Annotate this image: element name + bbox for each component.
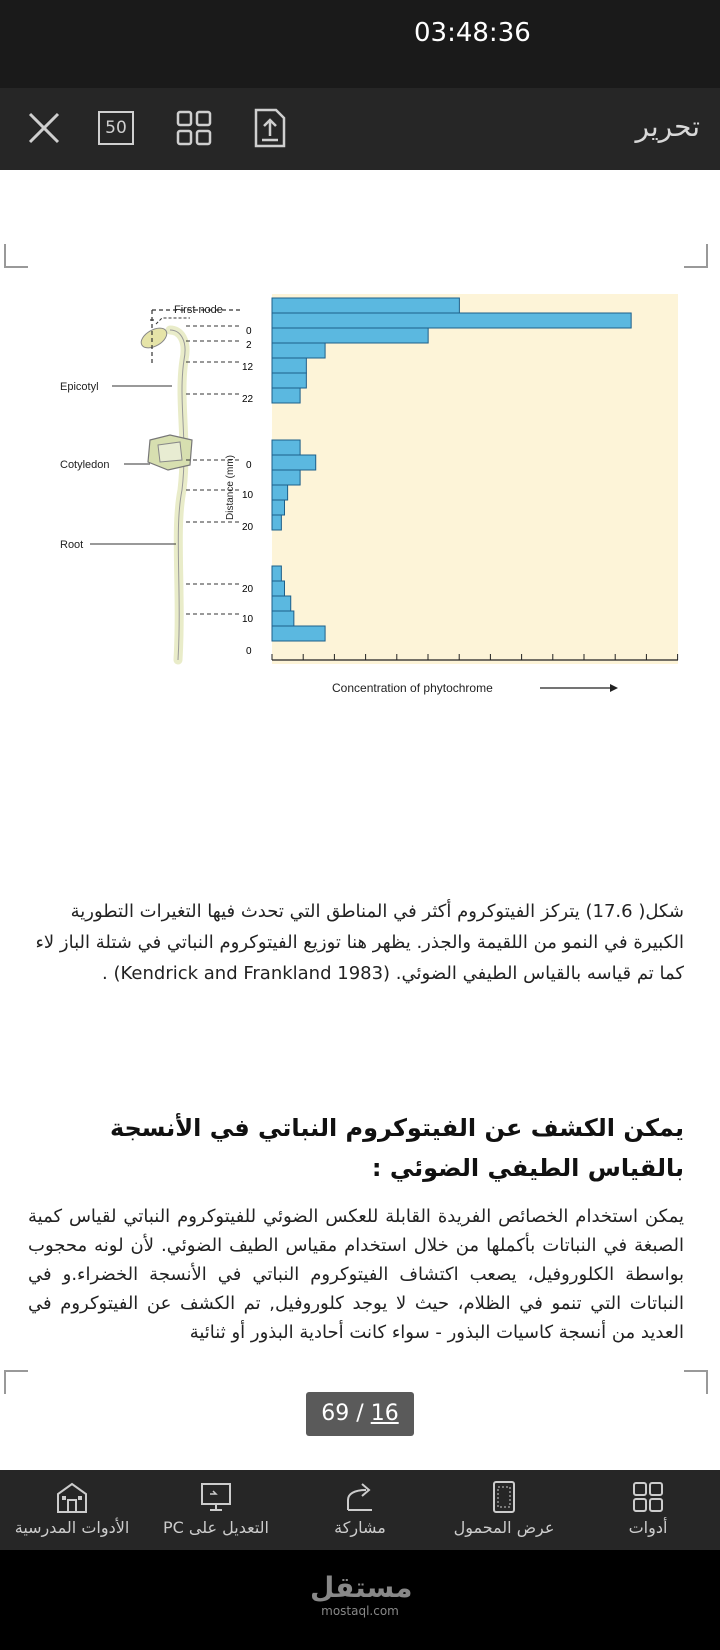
bottom-toolbar: [0, 1470, 720, 1550]
tick-label: 20: [242, 522, 254, 533]
tick-label: 20: [242, 584, 254, 595]
tick-label: 0: [246, 646, 252, 657]
tick-label: 12: [242, 362, 254, 373]
cotyledon-label: Cotyledon: [60, 459, 110, 471]
epicotyl-label: Epicotyl: [60, 381, 99, 393]
edit-on-pc-label: التعديل على PC: [162, 1518, 269, 1537]
monitor-icon: [198, 1480, 234, 1514]
zoom-badge-icon[interactable]: 50: [98, 111, 134, 145]
page-corner-mark: [4, 244, 28, 268]
chart-bar: [272, 485, 288, 500]
tick-label: 0: [246, 326, 252, 337]
chart-bar: [272, 343, 325, 358]
chart-bar: [272, 515, 281, 530]
close-icon[interactable]: [22, 106, 66, 150]
watermark-en: mostaql.com: [321, 1604, 399, 1618]
watermark-logo: [310, 1571, 413, 1618]
export-icon[interactable]: [248, 106, 292, 150]
page-indicator[interactable]: [306, 1392, 414, 1436]
school-tools-label: الأدوات المدرسية: [14, 1518, 130, 1537]
grid-view-icon[interactable]: [172, 106, 216, 150]
mobile-view-button[interactable]: [434, 1480, 574, 1537]
page-corner-mark: [4, 1370, 28, 1394]
tick-label: 0: [246, 460, 252, 471]
tools-icon: [630, 1480, 666, 1514]
total-pages: 69: [321, 1401, 350, 1426]
chart-bar: [272, 373, 306, 388]
first-node-label: First node: [174, 304, 223, 316]
chart-bar: [272, 500, 284, 515]
tick-label: 22: [242, 394, 254, 405]
chart-bar: [272, 328, 428, 343]
chart-bar: [272, 440, 300, 455]
tick-label: 2: [246, 340, 252, 351]
root-label: Root: [60, 539, 84, 551]
chart-bar: [272, 388, 300, 403]
school-tools-button[interactable]: [2, 1480, 142, 1537]
y-axis-label: Distance (mm): [225, 454, 236, 520]
share-label: مشاركة: [334, 1518, 386, 1537]
x-axis-label: Concentration of phytochrome: [332, 681, 493, 695]
body-paragraph: يمكن استخدام الخصائص الفريدة القابلة للعكس الضوئي للفيتوكروم النباتي لقياس كمية الصبغة في النباتات بأكملها من خلال استخدام مقياس الطيف الضوئي. لأن لونه محجوب بواسطة الكلوروفيل، يصعب اكتشاف الفيتوكروم النباتي في الأنسجة الخضراء.و في النباتات التي تنمو في الظلام، حيث لا يوجد كلوروفيل, تم الكشف عن الفيتوكروم في العديد من أنسجة كاسيات البذور - سواء كانت أحادية البذور أو ثنائية: [28, 1206, 684, 1343]
chart-bar: [272, 313, 631, 328]
mobile-view-icon: [486, 1480, 522, 1514]
watermark-ar: مستقل: [310, 1571, 413, 1604]
chart-background: [272, 294, 678, 664]
tools-button[interactable]: [578, 1480, 718, 1537]
page-corner-mark: [684, 244, 708, 268]
chart-bar: [272, 470, 300, 485]
top-toolbar: [0, 88, 720, 170]
chart-bar: [272, 611, 294, 626]
footer: [0, 1550, 720, 1650]
arrow-icon: [610, 684, 618, 692]
page-corner-mark: [684, 1370, 708, 1394]
distance-ticks: [242, 326, 254, 657]
share-icon: [342, 1480, 378, 1514]
chart-bar: [272, 596, 291, 611]
status-clock: 03:48:36: [414, 18, 531, 48]
chart-bar: [272, 298, 459, 313]
school-icon: [54, 1480, 90, 1514]
page-separator: /: [349, 1401, 371, 1426]
tick-label: 10: [242, 490, 254, 501]
section-heading: يمكن الكشف عن الفيتوكروم النباتي في الأنسجة بالقياس الطيفي الضوئي :: [109, 1114, 684, 1182]
mobile-view-label: عرض المحمول: [453, 1518, 555, 1537]
chart-bar: [272, 566, 281, 581]
chart-bar: [272, 455, 316, 470]
edit-title[interactable]: تحرير: [635, 110, 700, 143]
chart-bar: [272, 358, 306, 373]
tools-label: أدوات: [628, 1518, 668, 1537]
phytochrome-figure: [50, 290, 690, 720]
chart-bar: [272, 581, 284, 596]
document-page: [0, 170, 720, 1470]
share-button[interactable]: [290, 1480, 430, 1537]
figure-caption: شكل( 17.6) يتركز الفيتوكروم أكثر في المناطق التي تحدث فيها التغيرات التطورية الكبيرة في النمو من اللقيمة والجذر. يظهر هنا توزيع الفيتوكروم النباتي في شتلة الباز لاء كما تم قياسه بالقياس الطيفي الضوئي. (Kendrick and Frankland 1983) .: [35, 901, 684, 984]
edit-on-pc-button[interactable]: [146, 1480, 286, 1537]
status-bar: [0, 0, 720, 88]
tick-label: 10: [242, 614, 254, 625]
current-page: 16: [370, 1401, 399, 1426]
chart-bar: [272, 626, 325, 641]
